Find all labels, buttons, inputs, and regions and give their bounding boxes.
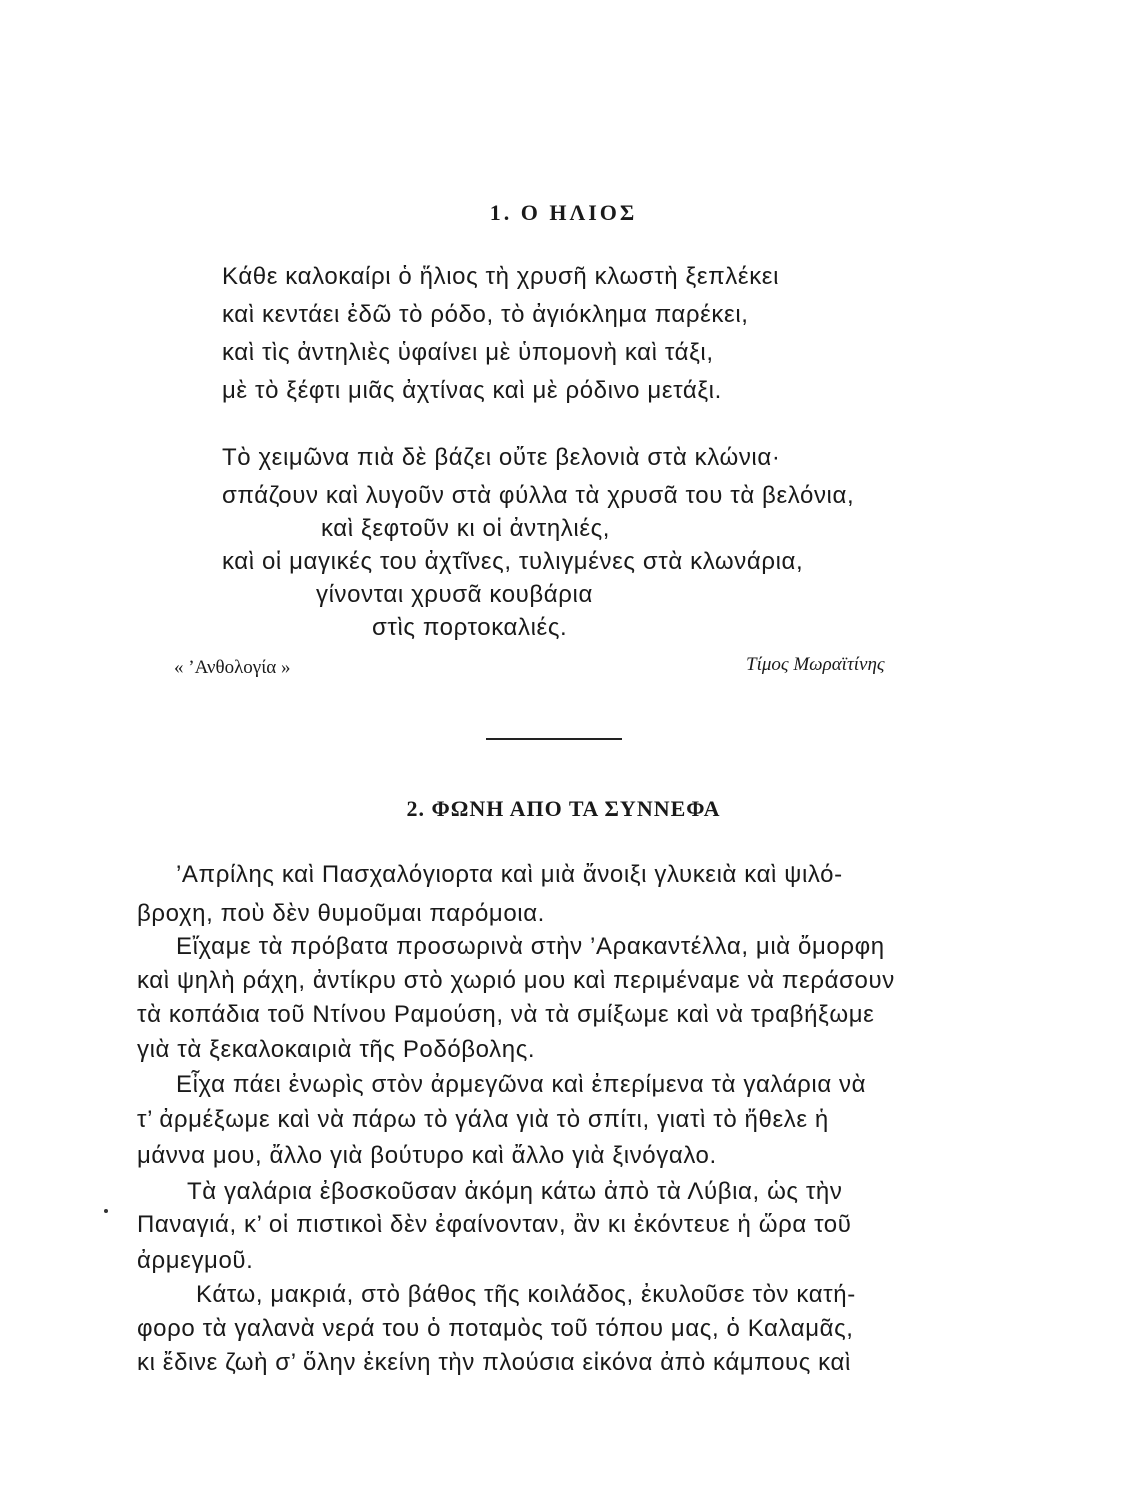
poem-line: γίνονται χρυσᾶ κουβάρια	[316, 581, 593, 608]
poem-line: καὶ οἱ μαγικές του ἀχτῖνες, τυλιγμένες στὰ κλωνάρια,	[222, 548, 804, 575]
paragraph-line: Τὰ γαλάρια ἐβοσκοῦσαν ἀκόμη κάτω ἀπὸ τὰ Λύβια, ὡς τὴν	[187, 1178, 843, 1205]
poem-line: σπάζουν καὶ λυγοῦν στὰ φύλλα τὰ χρυσᾶ του τὰ βελόνια,	[222, 482, 855, 509]
poem-line: στὶς πορτοκαλιές.	[372, 614, 568, 641]
poem-line: καὶ τὶς ἀντηλιὲς ὑφαίνει μὲ ὑπομονὴ καὶ τάξι,	[222, 339, 714, 366]
poem-author: Τίμος Μωραϊτίνης	[746, 654, 885, 675]
paragraph-line: τ’ ἀρμέξωμε καὶ νὰ πάρω τὸ γάλα γιὰ τὸ σπίτι, γιατὶ τὸ ἤθελε ἡ	[137, 1106, 829, 1133]
paragraph-line: φορο τὰ γαλανὰ νερά του ὁ ποταμὸς τοῦ τόπου μας, ὁ Καλαμᾶς,	[137, 1315, 854, 1342]
paragraph-line: Παναγιά, κ’ οἱ πιστικοὶ δὲν ἐφαίνονταν, ἂν κι ἐκόντευε ἡ ὥρα τοῦ	[137, 1211, 852, 1238]
paragraph-line: Κάτω, μακριά, στὸ βάθος τῆς κοιλάδος, ἐκυλοῦσε τὸν κατή-	[196, 1281, 856, 1308]
poem-line: καὶ ξεφτοῦν κι οἱ ἀντηλιές,	[321, 515, 611, 542]
section-title: 2. ΦΩΝΗ ΑΠΟ ΤΑ ΣΥΝΝΕΦΑ	[406, 796, 721, 821]
poem-line: μὲ τὸ ξέφτι μιᾶς ἀχτίνας καὶ μὲ ρόδινο μετάξι.	[222, 377, 722, 404]
paragraph-line: Εἴχαμε τὰ πρόβατα προσωρινὰ στὴν ’Αρακαντέλλα, μιὰ ὄμορφη	[176, 933, 885, 960]
paragraph-line: γιὰ τὰ ξεκαλοκαιριὰ τῆς Ροδόβολης.	[137, 1036, 536, 1063]
paragraph-line: βροχη, ποὺ δὲν θυμοῦμαι παρόμοια.	[137, 900, 545, 927]
poem-title: 1. Ο ΗΛΙΟΣ	[489, 200, 638, 225]
paragraph-line: κι ἔδινε ζωὴ σ’ ὅλην ἐκείνη τὴν πλούσια εἰκόνα ἀπὸ κάμπους καὶ	[137, 1349, 851, 1376]
paragraph-line: ἀρμεγμοῦ.	[137, 1247, 254, 1274]
ink-speck	[104, 1209, 108, 1213]
paragraph-line: τὰ κοπάδια τοῦ Ντίνου Ραμούση, νὰ τὰ σμίξωμε καὶ νὰ τραβήξωμε	[137, 1001, 875, 1028]
paragraph-line: καὶ ψηλὴ ράχη, ἀντίκρυ στὸ χωριό μου καὶ περιμέναμε νὰ περάσουν	[137, 967, 895, 994]
section-divider	[486, 738, 622, 740]
paragraph-line: μάννα μου, ἄλλο γιὰ βούτυρο καὶ ἄλλο γιὰ ξινόγαλο.	[137, 1142, 717, 1169]
poem-line: Κάθε καλοκαίρι ὁ ἥλιος τὴ χρυσῆ κλωστὴ ξεπλέκει	[222, 263, 780, 290]
paragraph-line: ’Απρίλης καὶ Πασχαλόγιορτα καὶ μιὰ ἄνοιξι γλυκειὰ καὶ ψιλό-	[176, 861, 843, 888]
poem-line: καὶ κεντάει ἐδῶ τὸ ρόδο, τὸ ἀγιόκλημα παρέκει,	[222, 301, 749, 328]
poem-line: Τὸ χειμῶνα πιὰ δὲ βάζει οὔτε βελονιὰ στὰ κλώνια·	[222, 444, 781, 471]
poem-source: « ’Ανθολογία »	[174, 657, 291, 678]
paragraph-line: Εἶχα πάει ἐνωρὶς στὸν ἀρμεγῶνα καὶ ἐπερίμενα τὰ γαλάρια νὰ	[176, 1071, 867, 1098]
